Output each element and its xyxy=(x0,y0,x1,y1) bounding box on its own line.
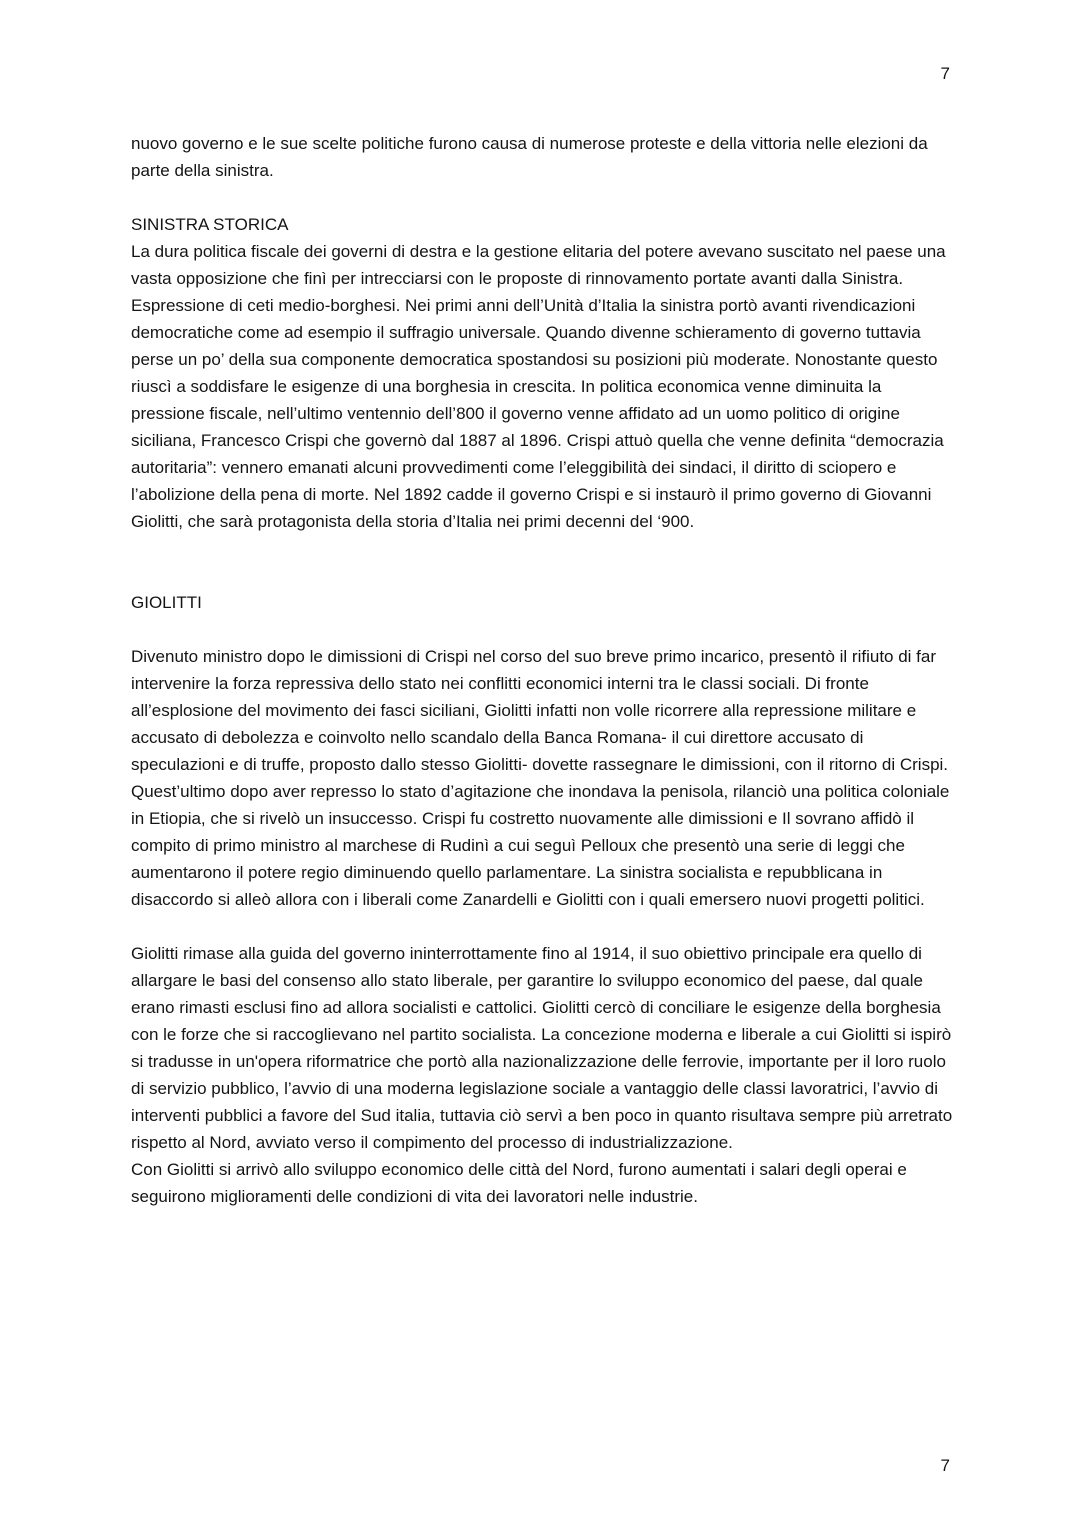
blank-line xyxy=(131,913,953,940)
blank-line xyxy=(131,616,953,643)
section-heading-giolitti: GIOLITTI xyxy=(131,593,202,612)
page-number-bottom: 7 xyxy=(940,1456,950,1475)
paragraph-sinistra-1: La dura politica fiscale dei governi di destra e la gestione elitaria del potere avevano suscitato nel paese una vasta opposizione che finì per intrecciarsi con le proposte di rinnovamento portate avanti dalla Sinistra. xyxy=(131,242,946,288)
paragraph-giolitti-3: Con Giolitti si arrivò allo sviluppo economico delle città del Nord, furono aumentati i salari degli operai e seguirono miglioramenti delle condizioni di vita dei lavoratori nelle industrie. xyxy=(131,1160,907,1206)
paragraph-giolitti-2: Giolitti rimase alla guida del governo ininterrottamente fino al 1914, il suo obiettivo principale era quello di allargare le basi del consenso allo stato liberale, per garantire lo sviluppo economico del paese, dal quale erano rimasti esclusi fino ad allora socialisti e cattolici. Giolitti cercò di conciliare le esigenze della borghesia con le forze che si raccoglievano nel partito socialista. La concezione moderna e liberale a cui Giolitti si ispirò si tradusse in un'opera riformatrice che portò alla nazionalizzazione delle ferrovie, importante per il loro ruolo di servizio pubblico, l’avvio di una moderna legislazione sociale a vantaggio delle classi lavoratrici, l’avvio di interventi pubblici a favore del Sud italia, tuttavia ciò servì a ben poco in quanto risultava sempre più arretrato rispetto al Nord, avviato verso il compimento del processo di industrializzazione. xyxy=(131,944,953,1152)
intro-paragraph: nuovo governo e le sue scelte politiche furono causa di numerose proteste e della vittoria nelle elezioni da parte della sinistra. xyxy=(131,134,928,180)
blank-line xyxy=(131,535,953,562)
section-heading-sinistra-storica: SINISTRA STORICA xyxy=(131,215,289,234)
page-number-top: 7 xyxy=(940,64,950,83)
blank-line xyxy=(131,184,953,211)
paragraph-sinistra-2: Espressione di ceti medio-borghesi. Nei primi anni dell’Unità d’Italia la sinistra portò avanti rivendicazioni democratiche come ad esempio il suffragio universale. Quando divenne schieramento di governo tuttavia perse un po’ della sua componente democratica spostandosi su posizioni più moderate. Nonostante questo riuscì a soddisfare le esigenze di una borghesia in crescita. In politica economica venne diminuita la pressione fiscale, nell’ultimo ventennio dell’800 il governo venne affidato ad un uomo politico di origine siciliana, Francesco Crispi che governò dal 1887 al 1896. Crispi attuò quella che venne definita “democrazia autoritaria”: vennero emanati alcuni provvedimenti come l’eleggibilità dei sindaci, il diritto di sciopero e l’abolizione della pena di morte. Nel 1892 cadde il governo Crispi e si instaurò il primo governo di Giovanni Giolitti, che sarà protagonista della storia d’Italia nei primi decenni del ‘900. xyxy=(131,296,944,531)
document-content xyxy=(131,130,953,1210)
paragraph-giolitti-1: Divenuto ministro dopo le dimissioni di Crispi nel corso del suo breve primo incarico, presentò il rifiuto di far intervenire la forza repressiva dello stato nei conflitti economici interni tra le classi sociali. Di fronte all’esplosione del movimento dei fasci siciliani, Giolitti infatti non volle ricorrere alla repressione militare e accusato di debolezza e coinvolto nello scandalo della Banca Romana- il cui direttore accusato di speculazioni e di truffe, proposto dallo stesso Giolitti- dovette rassegnare le dimissioni, con il ritorno di Crispi. Quest’ultimo dopo aver represso lo stato d’agitazione che inondava la penisola, rilanciò una politica coloniale in Etiopia, che si rivelò un insuccesso. Crispi fu costretto nuovamente alle dimissioni e Il sovrano affidò il compito di primo ministro al marchese di Rudinì a cui seguì Pelloux che presentò una serie di leggi che aumentarono il potere regio diminuendo quello parlamentare. La sinistra socialista e repubblicana in disaccordo si alleò allora con i liberali come Zanardelli e Giolitti con i quali emersero nuovi progetti politici. xyxy=(131,647,950,909)
blank-line xyxy=(131,562,953,589)
